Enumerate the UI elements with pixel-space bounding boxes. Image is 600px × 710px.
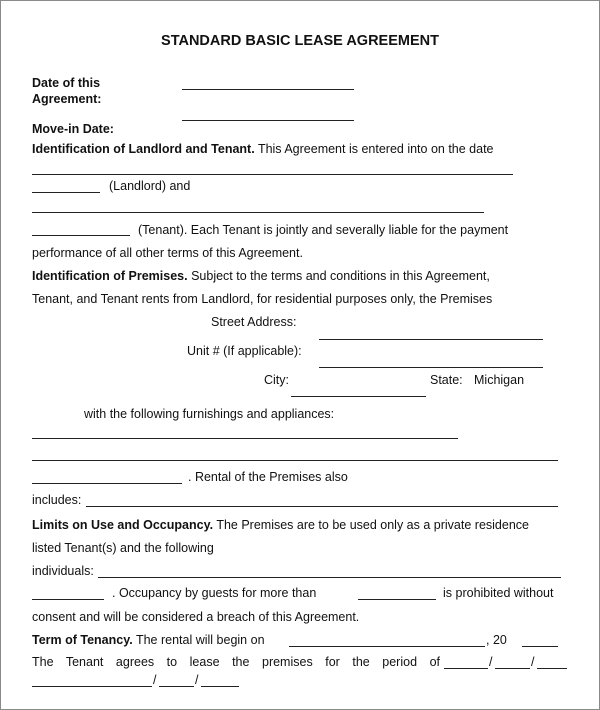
street-address-label: Street Address: xyxy=(211,315,297,329)
premises-paragraph xyxy=(32,269,490,284)
period-end-prefix-field[interactable] xyxy=(32,686,152,687)
city-field[interactable] xyxy=(291,396,426,397)
consent-text: consent and will be considered a breach of this Agreement. xyxy=(32,610,360,624)
unit-label: Unit # (If applicable): xyxy=(187,344,302,358)
performance-text: performance of all other terms of this Agreement. xyxy=(32,246,303,260)
limits-paragraph xyxy=(32,518,529,533)
period-end-year-field[interactable] xyxy=(201,686,239,687)
date-label-line-1: Date of this xyxy=(32,76,101,90)
tenant-liability-text: (Tenant). Each Tenant is jointly and severally liable for the payment xyxy=(138,223,509,237)
movein-date-field[interactable] xyxy=(182,120,354,121)
document-title: STANDARD BASIC LEASE AGREEMENT xyxy=(161,33,439,49)
period-start-month-field[interactable] xyxy=(444,668,488,669)
identification-text: This Agreement is entered into on the date xyxy=(257,142,494,156)
prohibited-text: is prohibited without xyxy=(443,586,554,600)
tenant-name-field-1[interactable] xyxy=(32,212,484,213)
listed-tenants-text: listed Tenant(s) and the following xyxy=(32,541,214,555)
furnishings-field-1[interactable] xyxy=(32,438,458,439)
furnishings-text: with the following furnishings and appliances: xyxy=(84,407,335,421)
occupancy-text: . Occupancy by guests for more than xyxy=(112,586,317,600)
lease-period-text: The Tenant agrees to lease the premises for the period of xyxy=(32,655,440,669)
comma-20-text: , 20 xyxy=(486,633,507,647)
period-end-day-field[interactable] xyxy=(159,686,194,687)
identification-heading: Identification of Landlord and Tenant. xyxy=(32,142,255,156)
start-date-field[interactable] xyxy=(289,646,485,647)
movein-date-label: Move-in Date: xyxy=(32,122,114,136)
date-label-line-2: Agreement: xyxy=(32,92,102,106)
identification-paragraph xyxy=(32,142,494,157)
state-label: State: xyxy=(430,373,463,387)
furnishings-field-3[interactable] xyxy=(32,483,182,484)
landlord-label: (Landlord) and xyxy=(109,179,191,193)
term-heading: Term of Tenancy. xyxy=(32,633,133,647)
occupancy-limit-field[interactable] xyxy=(32,599,104,600)
includes-field[interactable] xyxy=(86,506,558,507)
term-paragraph xyxy=(32,633,265,648)
tenant-name-field-2[interactable] xyxy=(32,235,130,236)
limits-text: The Premises are to be used only as a private residence xyxy=(216,518,529,532)
premises-heading: Identification of Premises. xyxy=(32,269,188,283)
landlord-name-field[interactable] xyxy=(32,192,100,193)
street-address-field[interactable] xyxy=(319,339,543,340)
furnishings-field-2[interactable] xyxy=(32,460,558,461)
premises-text: Subject to the terms and conditions in this Agreement, xyxy=(191,269,490,283)
limits-heading: Limits on Use and Occupancy. xyxy=(32,518,214,532)
guest-days-field[interactable] xyxy=(358,599,436,600)
individuals-label: individuals: xyxy=(32,564,94,578)
term-text: The rental will begin on xyxy=(135,633,265,647)
includes-label: includes: xyxy=(32,493,82,507)
slash-1: / xyxy=(489,655,493,669)
period-start-year-field[interactable] xyxy=(537,668,567,669)
agreement-entry-date-field[interactable] xyxy=(32,174,513,175)
agreement-date-field[interactable] xyxy=(182,89,354,90)
city-label: City: xyxy=(264,373,289,387)
slash-2: / xyxy=(531,655,535,669)
individuals-field[interactable] xyxy=(98,577,561,578)
slash-3: / xyxy=(153,673,157,687)
slash-4: / xyxy=(195,673,199,687)
unit-field[interactable] xyxy=(319,367,543,368)
period-start-day-field[interactable] xyxy=(495,668,530,669)
premises-text-line-2: Tenant, and Tenant rents from Landlord, for residential purposes only, the Premises xyxy=(32,292,493,306)
rental-also-text: . Rental of the Premises also xyxy=(188,470,348,484)
start-year-field[interactable] xyxy=(522,646,558,647)
state-value: Michigan xyxy=(474,373,525,387)
